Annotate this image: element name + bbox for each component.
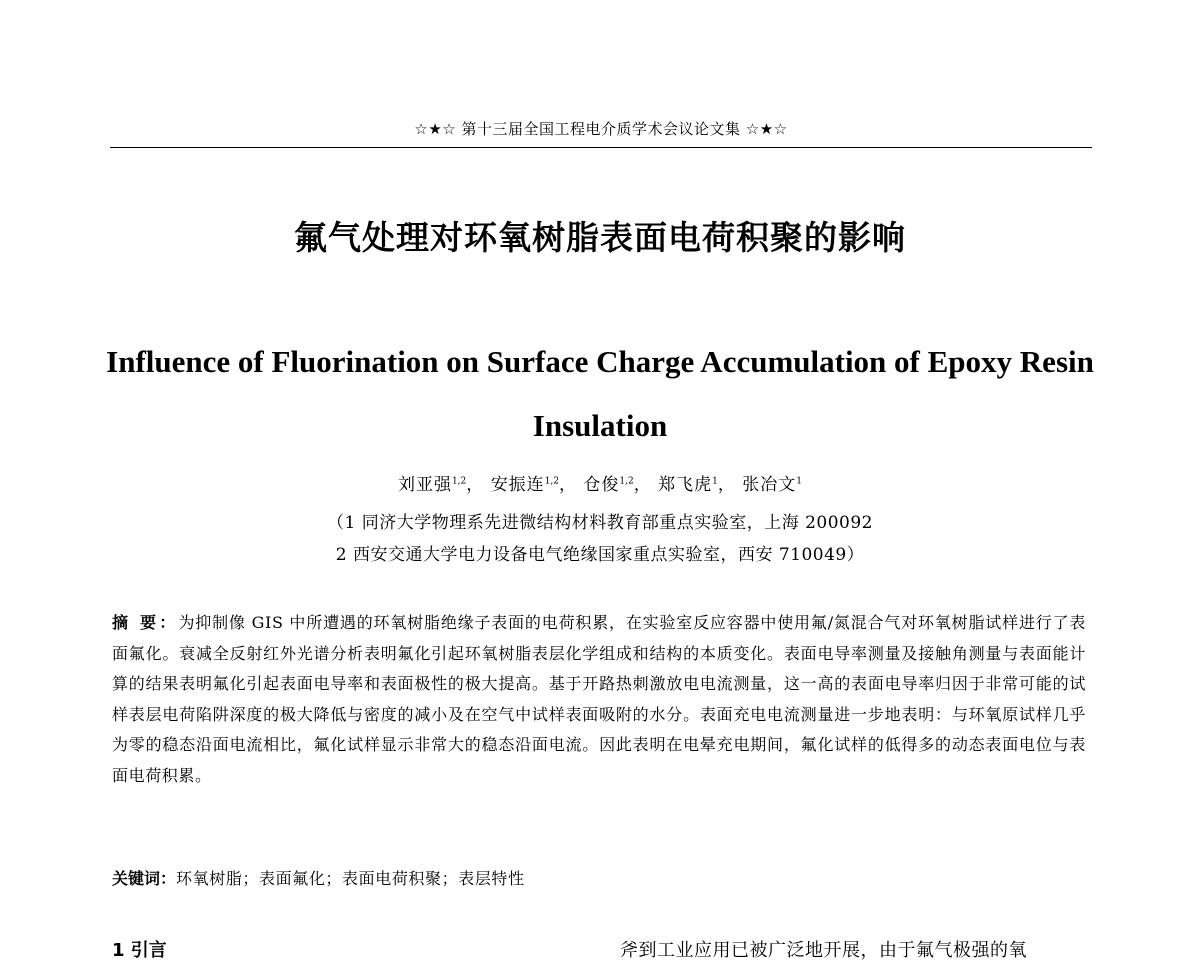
author-separator: ， [466,475,485,495]
author [742,475,802,495]
author-separator: ， [717,475,736,495]
author-separator: ， [633,475,652,495]
keywords-label: 关键词： [112,869,177,888]
author-separator: ， [559,475,578,495]
title-chinese: 氟气处理对环氧树脂表面电荷积聚的影响 [294,218,906,257]
author-name: 郑飞虎 [658,475,713,495]
author [398,475,484,495]
author-affiliation-mark: 1 [796,476,803,487]
abstract-text: 为抑制像 GIS 中所遭遇的环氧树脂绝缘子表面的电荷积累，在实验室反应容器中使用氟/氮混合气对环氧树脂试样进行了表面氟化。衰减全反射红外光谱分析表明氟化引起环氧树脂表层化学组成和结构的本质变化。表面电导率测量及接触角测量与表面能计算的结果表明氟化引起表面电导率和表面极性的极大提高。基于开路热刺激放电电流测量，这一高的表面电导率归因于非常可能的试样表层电荷陷阱深度的极大降低与密度的减小及在空气中试样表面吸附的水分。表面充电电流测量进一步地表明：与环氧原试样几乎为零的稳态沿面电流相比，氟化试样显示非常大的稳态沿面电流。因此表明在电晕充电期间，氟化试样的低得多的动态表面电位与表面电荷积累。 [112,613,1087,785]
abstract [112,608,1086,791]
affiliation-line-1: （1 同济大学物理系先进微结构材料教育部重点实验室，上海 200092 [326,513,874,533]
author-name: 仓俊 [583,475,620,495]
affiliation-line-2: 2 西安交通大学电力设备电气绝缘国家重点实验室，西安 710049） [335,545,865,565]
header-rule [110,147,1092,148]
section-heading-cutoff: 1 引言 [112,940,167,961]
body-text-cutoff: 斧到工业应用已被广泛地开展，由于氟气极强的氧 [620,940,1027,961]
abstract-label: 摘 要： [112,613,179,632]
author-name: 安振连 [490,475,545,495]
author-affiliation-mark: 1 [712,476,718,487]
author [491,475,577,495]
author-affiliation-mark: 1,2 [451,476,467,487]
author [583,475,651,495]
author [658,475,736,495]
author-affiliation-mark: 1,2 [619,476,634,487]
keywords [112,866,1086,889]
running-header: ☆★☆ 第十三届全国工程电介质学术会议论文集 ☆★☆ [414,120,788,138]
title-english: Influence of Fluorination on Surface Charge Accumulation of Epoxy Resin Insulation [106,344,1094,443]
author-name: 张冶文 [742,475,797,495]
author-list [0,470,1200,495]
author-affiliation-mark: 1,2 [544,476,560,487]
author-name: 刘亚强 [397,475,452,495]
keywords-text: 环氧树脂；表面氟化；表面电荷积聚；表层特性 [176,869,525,888]
